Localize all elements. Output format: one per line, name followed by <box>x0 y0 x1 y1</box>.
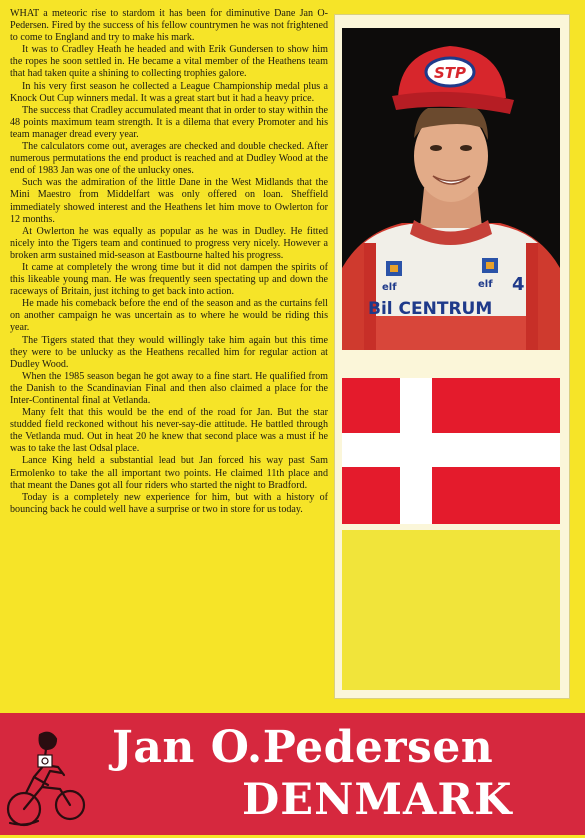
article-paragraph: Lance King held a substantial lead but Jan forced his way past Sam Ermolenko to take the all important two points. He claimed 11th place and that meant the Danes got all four riders who started the night to Bradford. <box>10 455 328 491</box>
article-paragraph: Many felt that this would be the end of the road for Jan. But the star studded field reckoned without his never-say-die attitude. He battled through the Vetlanda mud. Out in heat 20 he knew that second place was a must if he was to take the last Odsal place. <box>10 407 328 455</box>
rider-photo <box>342 28 560 350</box>
article-body <box>10 8 328 516</box>
article-paragraph: He made his comeback before the end of the season and as the curtains fell on another campaign he was uncertain as to where he would be riding this year. <box>10 298 328 334</box>
article-paragraph: The Tigers stated that they would willingly take him again but this time they were to be unlucky as the Heathens recalled him for regular action at Dudley Wood. <box>10 334 328 370</box>
bib-sponsor-text: Bil CENTRUM <box>368 299 493 319</box>
rider-name-title: Jan O.Pedersen <box>112 722 494 773</box>
article-paragraph: It came at completely the wrong time but it did not dampen the spirits of this likeable young man. He was frequently seen spectating up and down the raceways of Britain, just itching to get back into action. <box>10 261 328 298</box>
cap-logo: STP <box>433 64 467 82</box>
danish-flag-graphic <box>342 378 560 524</box>
rider-portrait <box>342 28 560 350</box>
speedway-rider-icon <box>4 727 92 833</box>
speedway-rider-illustration <box>4 727 92 833</box>
article-paragraph: The success that Cradley accumulated meant that in order to stay within the 48 points maximum team strength. It is a dilema that every Promoter and his team manager dread every year. <box>10 104 328 140</box>
article-paragraph: In his very first season he collected a League Championship medal plus a Knock Out Cup winners medal. It was a great start but it had a heavy price. <box>10 80 328 104</box>
bib-sponsor-right: elf <box>478 279 493 290</box>
blank-yellow-panel <box>342 530 560 690</box>
bib-number: 4 <box>512 274 525 295</box>
danish-flag <box>342 378 560 524</box>
country-title: DENMARK <box>242 775 513 825</box>
bib-sponsor-left: elf <box>382 282 397 293</box>
article-paragraph: At Owlerton he was equally as popular as he was in Dudley. He fitted nicely into the Tigers team and continued to progress very nicely. However a broken arm sustained mid-season at Eastbourne halted his progress. <box>10 225 328 261</box>
article-paragraph: Today is a completely new experience for him, but with a history of bouncing back he could well have a surprise or two in store for us today. <box>10 491 328 515</box>
article-paragraph: Such was the admiration of the little Dane in the West Midlands that the Mini Maestro from Middelfart was only offered on loan. Sheffield immediately showed interest and the Heathens let him move to Owlerton for 12 months. <box>10 177 328 225</box>
article-paragraph: WHAT a meteoric rise to stardom it has been for diminutive Dane Jan O-Pedersen. Fired by the success of his fellow countrymen he was not frightened to come to England and try to make his mark. <box>10 8 328 44</box>
article-paragraph: The calculators come out, averages are checked and double checked. After numerous permutations the end product is reached and at Dudley Wood at the end of 1983 Jan was one of the unlucky ones. <box>10 141 328 177</box>
article-paragraph: It was to Cradley Heath he headed and with Erik Gundersen to show him the ropes he soon settled in. He became a vital member of the Heathens team that had taken quite a shining to collecting trophies galore. <box>10 44 328 80</box>
article-paragraph: When the 1985 season began he got away to a fine start. He qualified from the Danish to the Scandinavian Final and then also claimed a place for the Inter-Continental final at Vetlanda. <box>10 370 328 406</box>
